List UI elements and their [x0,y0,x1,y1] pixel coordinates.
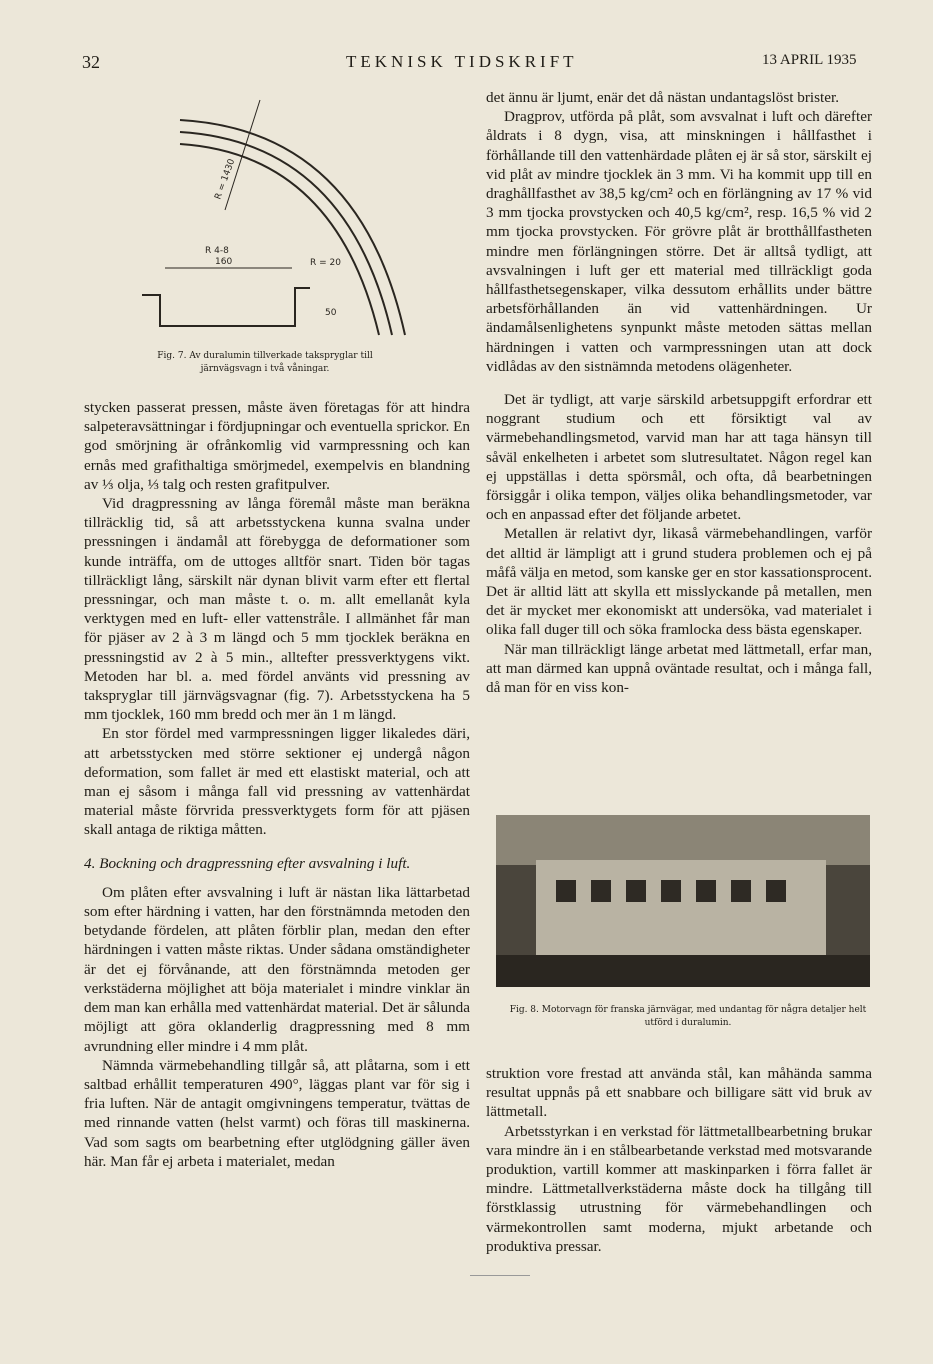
figure-7-caption: Fig. 7. Av duralumin tillverkade takspryglar till järnvägsvagn i två våningar. [157,351,373,374]
right-column-top [486,88,872,697]
paragraph: När man tillräckligt länge arbetat med lättmetall, erfar man, att man därmed kan uppnå oväntade resultat, och i många fall, då man för en viss kon- [486,640,872,697]
left-column [84,398,470,1171]
figure-8-caption: Fig. 8. Motorvagn för franska järnvägar, med undantag för några detaljer helt utförd i duralumin. [509,1005,867,1028]
railcar-body [536,860,826,955]
figure-7-drawing [120,90,420,340]
rafter-arc-inner [180,144,379,335]
paragraph: struktion vore frestad att använda stål, kan måhända samma resultat uppnås på ett snabbare och billigare sätt vid bruk av lättmetall. [486,1065,872,1121]
paragraph: Metallen är relativt dyr, likaså värmebehandlingen, varför det alltid är lämpligt att i grund studera problemen och ej på måfå välja en metod, som kanske ger en stor kassationsprocent. Det är alltid lätt att skylla ett misslyckande på metallen, men det är mycket mer ekonomiskt att undersöka, vad materialet i olika fall duger till och söka framlocka dess bästa egenskaper. [486,525,872,639]
issue-date: 13 APRIL 1935 [762,52,857,68]
paragraph: Det är tydligt, att varje särskild arbetsuppgift erfordrar ett noggrant studium och ett försiktigt val av värmebehandlingsmetod, varvid man har att taga hänsyn till såväl enkelheten i arbetet som slutresultatet. Någon regel kan ej uppställas i detta spörsmål, och ofta, då bearbetningen försiggår i olika tempon, väljes olika behandlingsmetoder, var och en anpassad efter det följande arbetet. [486,391,872,524]
page-number: 32 [82,52,100,72]
leader-line [225,100,260,210]
rafter-arc-outer [180,120,405,335]
right-column-bottom [486,1064,872,1256]
paragraph: Om plåten efter avsvalning i luft är nästan lika lättarbetad som efter härdning i vatten, har den förstnämnda metoden den betydande fördelen, att plåten förblir plan, medan den efter härdningen i vatten måste riktas. Under sådana omständigheter är det ej förvånande, att den förstnämnda metoden ger verkstäderna möjlighet att böja materialet i mindre vinklar än dem man kan erhålla med vattenhärdat material. Det är sålunda möjligt att göra oklanderlig dragpressning med 8 mm avrundning eller mindre i 4 mm plåt. [84,883,470,1055]
figure-8-photo [496,815,870,987]
fig7-label-radius-large: R = 1430 [213,157,238,202]
paragraph: Dragprov, utförda på plåt, som avsvalnat i luft och därefter åldrats i 8 dygn, visa, att minskningen i hållfasthet i förhållande till den vattenhärdade plåten ej är så stor, särskilt ej vid plåt av mindre tjocklek än 3 mm. Vi ha kommit upp till en draghållfasthet av 38,5 kg/cm² och en förlängning av 17 % vid 3 mm tjocka provstycken och 40,5 kg/cm², resp. 16,5 % vid 2 mm tjocka provstycken. För grövre plåt är brotthållfastheten mindre men förlängningen större. Det är alltså tydligt, att avsvalningen i luft ger ett material med tillräckligt goda hållfasthetsegenskaper, vilka dessutom erhållits under bättre arbetsförhållanden än vid vattenhärdningen. Ur ändamålsenlighetens synpunkt måste metoden sättas mellan härdningen i vatten och varmpressningen utan att dock vidlådas av den sistnämnda metodens olägenheter. [486,108,872,375]
paragraph: stycken passerat pressen, måste även företagas för att hindra salpeteravsättningar i fördjupningar och eventuella sprickor. En god smörjning är ofrånkomlig vid varmpressning och kan ernås med grafithaltiga smörjmedel, exempelvis en blandning av ⅓ olja, ⅓ talg och resten grafitpulver. [84,399,470,493]
fig7-label-height: 50 [325,308,337,318]
section-heading: 4. Bockning och dragpressning efter avsvalning i luft. [84,854,411,872]
bottom-rule [470,1275,530,1276]
paragraph: Nämnda värmebehandling tillgår så, att plåtarna, som i ett saltbad erhållit temperaturen 490°, läggas plant var för sig i fria luften. När de antagit omgivningens temperatur, tvättas de med rinnande vatten (helst varmt) och föras till maskinerna. Vad som sagts om bearbetning efter utglödgning gäller även här. Man får ej arbeta i materialet, medan [84,1056,470,1170]
rafter-section [142,288,310,326]
journal-title: TEKNISK TIDSKRIFT [346,52,578,71]
rafter-arc-mid [180,132,392,335]
fig7-label-radius-corner: R = 20 [310,258,341,268]
fig7-label-width: 160 [215,257,233,267]
floor [496,955,870,987]
fig7-label-radius-small: R 4-8 [205,246,229,256]
paragraph: Vid dragpressning av långa föremål måste man beräkna tillräcklig tid, så att arbetsstyckena kunna svalna under pressningen i ändamål att förebygga de deformationer som kunde inträffa, om de uttoges alltför snart. Tiden bör tagas tillräckligt lång, särskilt när dynan blivit varm efter ett flertal pressningar, och man måste t. o. m. allt emellanåt kyla verktygen med en luft- eller vattenstråle. I allmänhet får man för pjäser av 2 à 3 m längd och 5 mm tjocklek beräkna en pressningstid av 2 à 5 min., alltefter pressverktygens vikt. Metoden har bl. a. med fördel använts vid pressning av takspryglar till järnvägsvagnar (fig. 7). Arbetsstyckena ha 5 mm tjocklek, 160 mm bredd och mer än 1 m längd. [84,495,470,724]
paragraph: det ännu är ljumt, enär det då nästan undantagslöst brister. [486,89,840,106]
paragraph: Arbetsstyrkan i en verkstad för lättmetallbearbetning brukar vara mindre än i en stålbearbetande verkstad med motsvarande produktion, vartill kommer att maskinparken i förra fallet är mindre. Lättmetallverkstäderna måste dock ha tillgång till förstklassig utrustning för värmebehandlingen och värmekontrollen samt moderna, mjukt arbetande och produktiva pressar. [486,1122,872,1255]
hall-windows [496,815,870,865]
paragraph: En stor fördel med varmpressningen ligger likaledes däri, att arbetsstycken med större sektioner ej undergå någon deformation, som fallet är med ett elastiskt material, och att man ej såsom i många fall vid pressning av vattenhärdat material måste förvrida pressverktygets form för att pjäsen skall antaga de riktiga måtten. [84,725,470,839]
